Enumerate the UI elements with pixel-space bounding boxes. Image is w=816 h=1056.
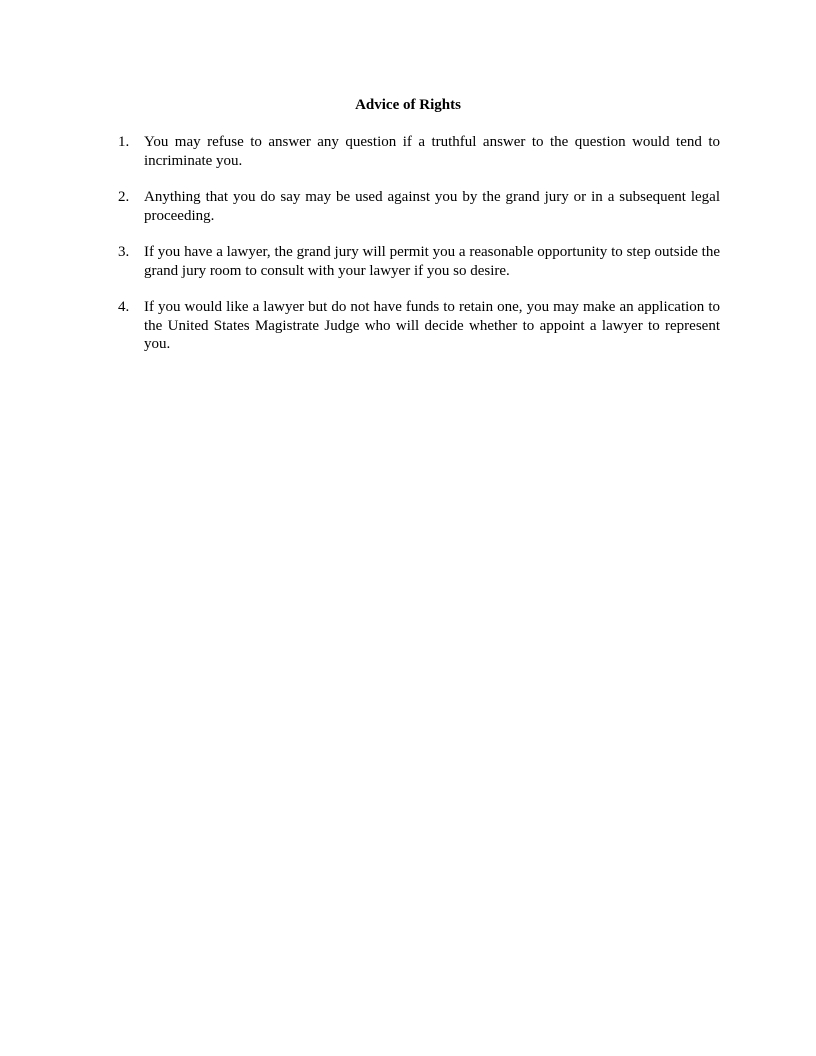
item-text: If you would like a lawyer but do not have funds to retain one, you may make an application to the United States Magistrate Judge who will decide whether to appoint a lawyer to represent you.	[144, 299, 720, 352]
item-number: 1.	[118, 134, 130, 150]
item-number: 4.	[118, 299, 130, 315]
item-number: 2.	[118, 189, 130, 205]
rights-item-1	[118, 133, 720, 170]
rights-item-4	[118, 298, 720, 354]
rights-list	[118, 133, 720, 372]
item-text: You may refuse to answer any question if a truthful answer to the question would tend to incriminate you.	[144, 134, 720, 169]
item-text: If you have a lawyer, the grand jury will permit you a reasonable opportunity to step outside the grand jury room to consult with your lawyer if you so desire.	[144, 244, 720, 279]
rights-item-3	[118, 243, 720, 280]
item-text: Anything that you do say may be used against you by the grand jury or in a subsequent legal proceeding.	[144, 189, 720, 224]
rights-item-2	[118, 188, 720, 225]
document-title: Advice of Rights	[355, 97, 461, 113]
item-number: 3.	[118, 244, 130, 260]
